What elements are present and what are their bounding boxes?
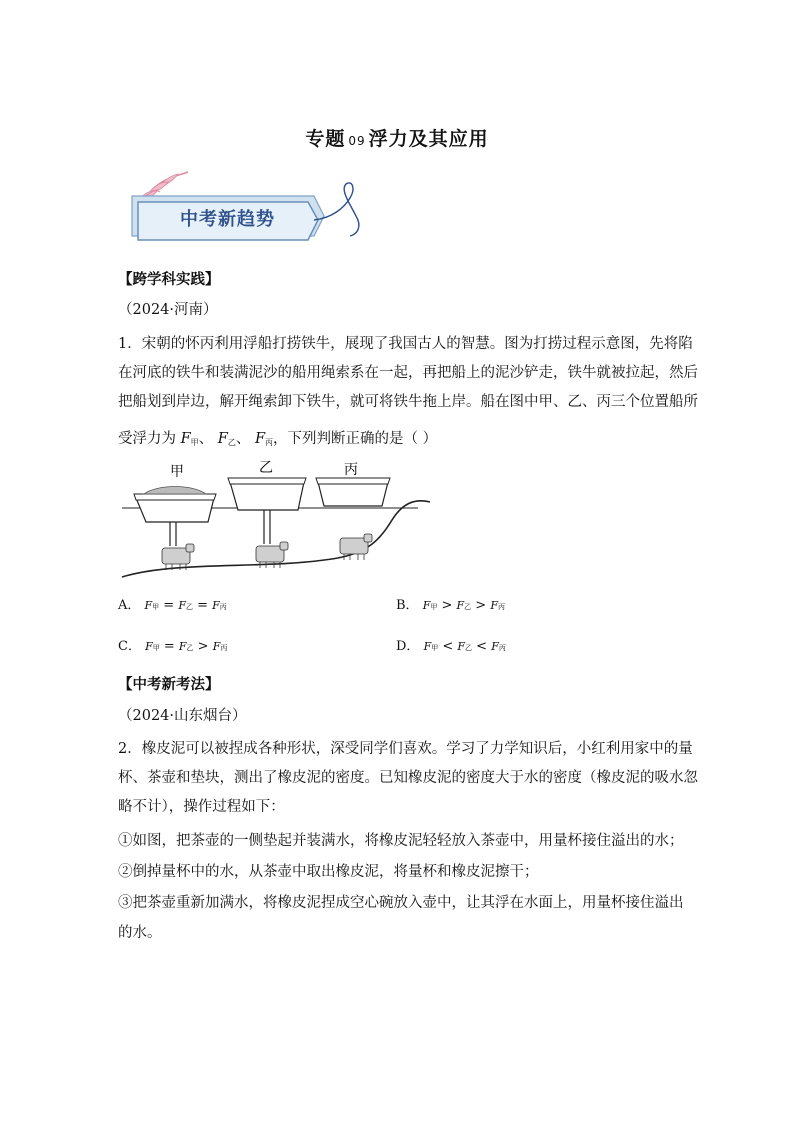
option-c[interactable]: C． F甲 = F乙 > F丙 bbox=[118, 639, 228, 654]
step-3: ③把茶壶重新加满水，将橡皮泥捏成空心碗放入壶中，让其浮在水面上，用量杯接住溢出 bbox=[118, 895, 684, 911]
question-text-line: 把船划到岸边，解开绳索卸下铁牛，就可将铁牛拖上岸。船在图中甲、乙、丙三个位置船所 bbox=[118, 394, 698, 410]
question-source: （2024·山东烟台） bbox=[118, 708, 247, 724]
boat-diagram-svg bbox=[118, 460, 438, 585]
section-heading: 【中考新考法】 bbox=[118, 677, 220, 693]
boat-diagram bbox=[118, 460, 438, 585]
title-prefix: 专题 bbox=[305, 128, 346, 150]
question-text-line: 受浮力为 $F_甲$、 $F_乙$、 $F_丙$，下列判断正确的是（ ） bbox=[118, 431, 438, 447]
step-2: ②倒掉量杯中的水，从茶壶中取出橡皮泥，将量杯和橡皮泥擦干； bbox=[118, 864, 539, 880]
title-number: 09 bbox=[348, 134, 366, 148]
option-b[interactable]: B． F甲 > F乙 > F丙 bbox=[396, 598, 505, 613]
option-a[interactable]: A． F甲 = F乙 = F丙 bbox=[118, 598, 227, 613]
banner-title: 中考新趋势 bbox=[180, 209, 275, 230]
question-text-line: 杯、茶壶和垫块，测出了橡皮泥的密度。已知橡皮泥的密度大于水的密度（橡皮泥的吸水忽 bbox=[118, 770, 698, 786]
label-bing: 丙 bbox=[344, 462, 358, 478]
question-text-line: 略不计），操作过程如下： bbox=[118, 799, 285, 815]
step-1: ①如图，把茶壶的一侧垫起并装满水，将橡皮泥轻轻放入茶壶中，用量杯接住溢出的水； bbox=[118, 833, 684, 849]
question-text-line: 2．橡皮泥可以被捏成各种形状，深受同学们喜欢。学习了力学知识后，小红利用家中的量 bbox=[118, 741, 693, 757]
label-yi: 乙 bbox=[259, 460, 273, 476]
question-text-line: 1．宋朝的怀丙利用浮船打捞铁牛，展现了我国古人的智慧。图为打捞过程示意图，先将陷 bbox=[118, 336, 693, 352]
option-d[interactable]: D． F甲 < F乙 < F丙 bbox=[396, 639, 506, 654]
title-main: 浮力及其应用 bbox=[368, 128, 489, 150]
question-source: （2024·河南） bbox=[118, 302, 218, 318]
question-text-line: 在河底的铁牛和装满泥沙的船用绳索系在一起，再把船上的泥沙铲走，铁牛就被拉起，然后 bbox=[118, 365, 698, 381]
section-heading: 【跨学科实践】 bbox=[118, 272, 220, 288]
step-3-cont: 的水。 bbox=[118, 925, 162, 941]
label-jia: 甲 bbox=[170, 464, 184, 480]
page-title bbox=[0, 124, 794, 151]
